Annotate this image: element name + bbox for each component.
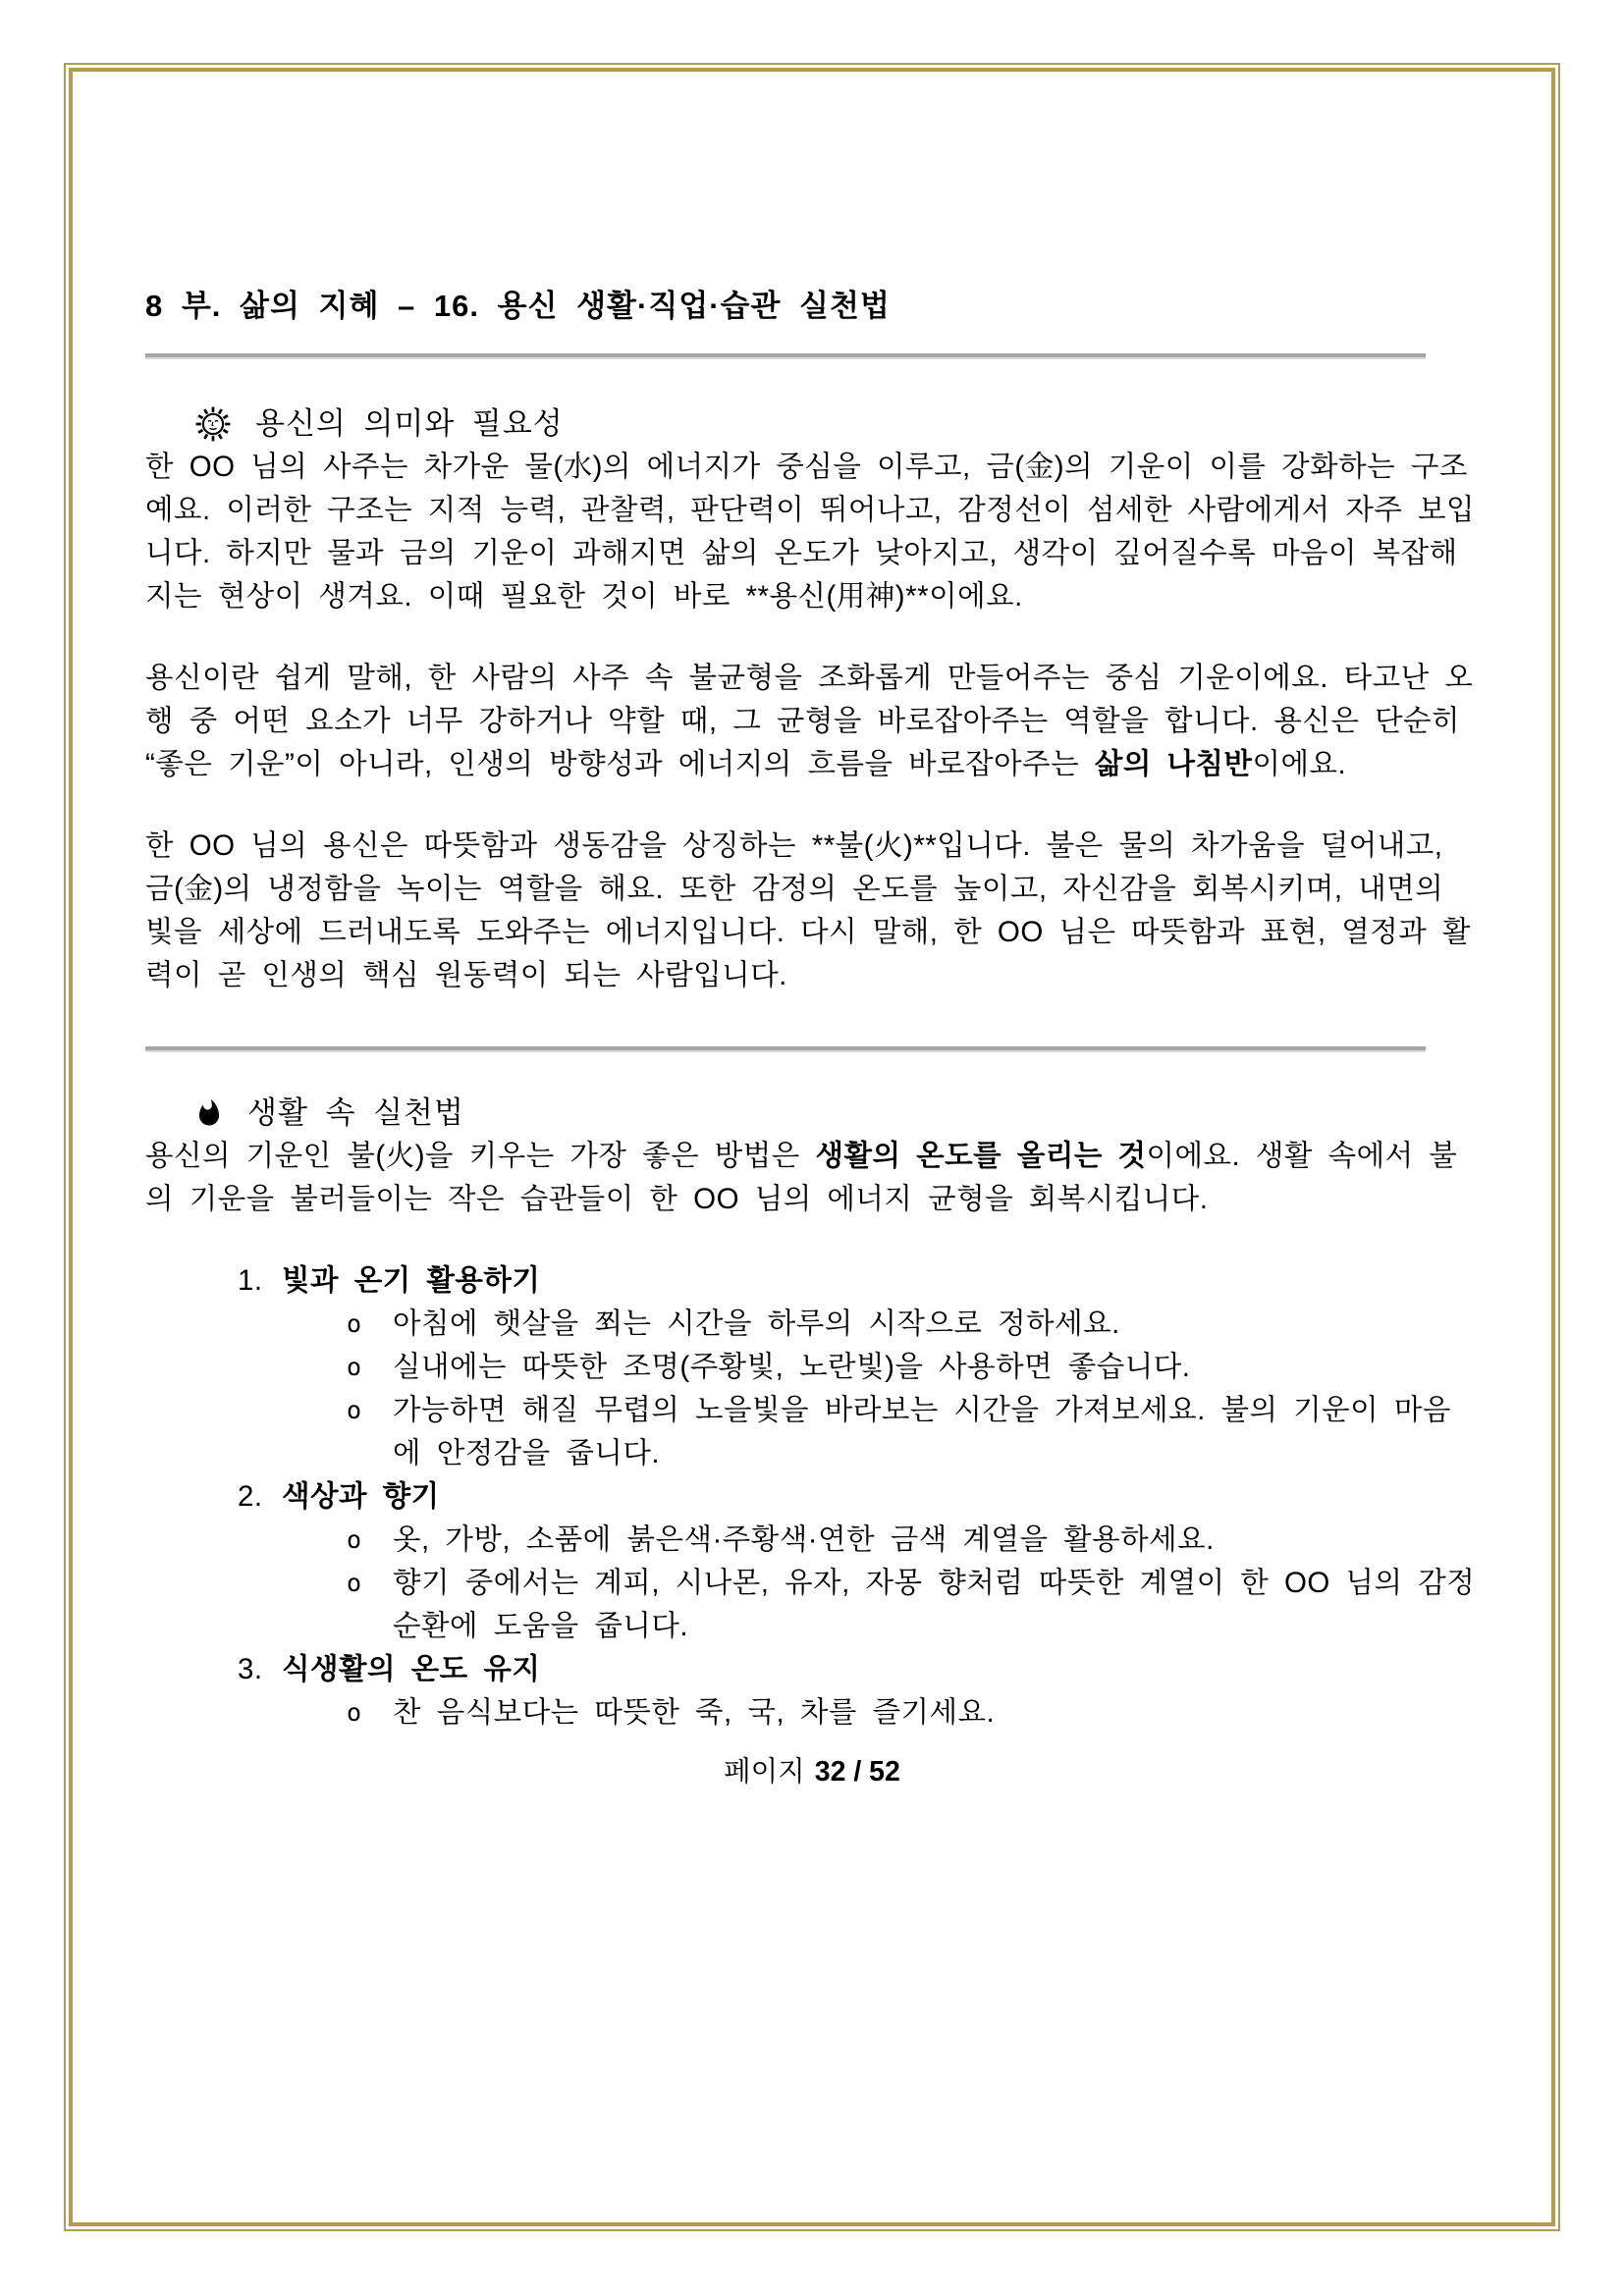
paragraph-text-bold: 삶의 나침반 bbox=[1094, 748, 1253, 780]
paragraph-text: 이에요. 생활 속에서 불의 기운을 불러들이는 작은 습관들이 한 OO 님의 에너지 균형을 회복시킵니다. bbox=[145, 1140, 1458, 1215]
list-item bbox=[145, 1259, 1479, 1303]
list-sub-item bbox=[145, 1519, 1479, 1562]
page-footer bbox=[145, 1752, 1479, 1791]
list-sub-item bbox=[145, 1303, 1479, 1346]
paragraph-text: 용신의 기운인 불(火)을 키우는 가장 좋은 방법은 bbox=[145, 1140, 816, 1172]
paragraph-text: 한 OO 님의 용신은 따뜻함과 생동감을 상징하는 **불(火)**입니다. 불은 물의 차가움을 덜어내고, 금(金)의 냉정함을 녹이는 역할을 해요. 또한 감정의 온도를 높이고, 자신감을 회복시키며, 내면의 빛을 세상에 드러내도록 도와주는 에너지입니다. 다시 말해, 한 OO 님은 따뜻함과 표현, 열정과 활력이 곧 인생의 핵심 원동력이 되는 사람입니다. bbox=[145, 829, 1471, 991]
list-item bbox=[145, 1648, 1479, 1691]
list-item bbox=[145, 1475, 1479, 1519]
bullet-marker: o bbox=[347, 1698, 362, 1727]
page-footer-label: 페이지 bbox=[724, 1756, 805, 1788]
paragraph-text: 용신이란 쉽게 말해, 한 사람의 사주 속 불균형을 조화롭게 만들어주는 중심 기운이에요. 타고난 오행 중 어떤 요소가 너무 강하거나 약할 때, 그 균형을 바로잡아주는 역할을 합니다. 용신은 단순히 “좋은 기운”이 아니라, 인생의 방향성과 에너지의 흐름을 바로잡아주는 bbox=[145, 662, 1474, 780]
bullet-text: 가능하면 해질 무렵의 노을빛을 바라보는 시간을 가져보세요. 불의 기운이 마음에 안정감을 줍니다. bbox=[393, 1394, 1451, 1469]
list-item-number: 1. bbox=[238, 1264, 263, 1297]
bullet-marker: o bbox=[347, 1309, 362, 1338]
bullet-marker: o bbox=[347, 1396, 362, 1424]
list-item-number: 3. bbox=[238, 1653, 263, 1685]
bullet-text: 찬 음식보다는 따뜻한 죽, 국, 차를 즐기세요. bbox=[393, 1696, 996, 1729]
list-sub-item bbox=[145, 1691, 1479, 1735]
bullet-marker: o bbox=[347, 1353, 362, 1381]
page-title: 8 부. 삶의 지혜 – 16. 용신 생활·직업·습관 실천법 bbox=[145, 289, 891, 323]
list-sub-item bbox=[145, 1389, 1479, 1475]
horizontal-rule bbox=[145, 1046, 1426, 1052]
list-item-number: 2. bbox=[238, 1480, 263, 1513]
paragraph bbox=[145, 825, 1479, 997]
list-sub-item bbox=[145, 1562, 1479, 1648]
horizontal-rule bbox=[145, 353, 1426, 359]
paragraph bbox=[145, 657, 1479, 786]
list-item-title: 색상과 향기 bbox=[282, 1480, 440, 1513]
bullet-marker: o bbox=[347, 1525, 362, 1554]
flame-icon bbox=[194, 1094, 224, 1133]
paragraph bbox=[145, 446, 1479, 618]
list-item-title: 식생활의 온도 유지 bbox=[282, 1653, 541, 1685]
bullet-text: 향기 중에서는 계피, 시나몬, 유자, 자몽 향처럼 따뜻한 계열이 한 OO 님의 감정 순환에 도움을 줍니다. bbox=[393, 1567, 1476, 1642]
bullet-text: 실내에는 따뜻한 조명(주황빛, 노란빛)을 사용하면 좋습니다. bbox=[393, 1351, 1191, 1383]
page-content bbox=[145, 0, 1479, 1791]
list-item-title: 빛과 온기 활용하기 bbox=[282, 1264, 541, 1297]
bullet-text: 아침에 햇살을 쬐는 시간을 하루의 시작으로 정하세요. bbox=[393, 1308, 1120, 1340]
paragraph-text-bold: 생활의 온도를 올리는 것 bbox=[815, 1140, 1147, 1172]
section-heading-label: 생활 속 실천법 bbox=[247, 1095, 464, 1130]
bullet-marker: o bbox=[347, 1569, 362, 1597]
paragraph-text: 한 OO 님의 사주는 차가운 물(水)의 에너지가 중심을 이루고, 금(金)의 기운이 이를 강화하는 구조예요. 이러한 구조는 지적 능력, 관찰력, 판단력이 뛰어나고, 감정선이 섬세한 사람에게서 자주 보입니다. 하지만 물과 금의 기운이 과해지면 삶의 온도가 낮아지고, 생각이 깊어질수록 마음이 복잡해지는 현상이 생겨요. 이때 필요한 것이 바로 **용신(用神)**이에요. bbox=[145, 451, 1476, 613]
bullet-text: 옷, 가방, 소품에 붉은색·주황색·연한 금색 계열을 활용하세요. bbox=[393, 1523, 1215, 1556]
practice-list bbox=[145, 1259, 1479, 1735]
paragraph-text: 이에요. bbox=[1252, 748, 1347, 780]
section-heading-practice bbox=[145, 1092, 1479, 1135]
paragraph bbox=[145, 1135, 1479, 1221]
page-number: 32 / 52 bbox=[814, 1756, 900, 1788]
sun-face-icon bbox=[194, 405, 232, 443]
section-heading-label: 용신의 의미와 필요성 bbox=[255, 406, 564, 441]
section-heading-yongsin-meaning bbox=[145, 402, 1479, 446]
list-sub-item bbox=[145, 1346, 1479, 1389]
